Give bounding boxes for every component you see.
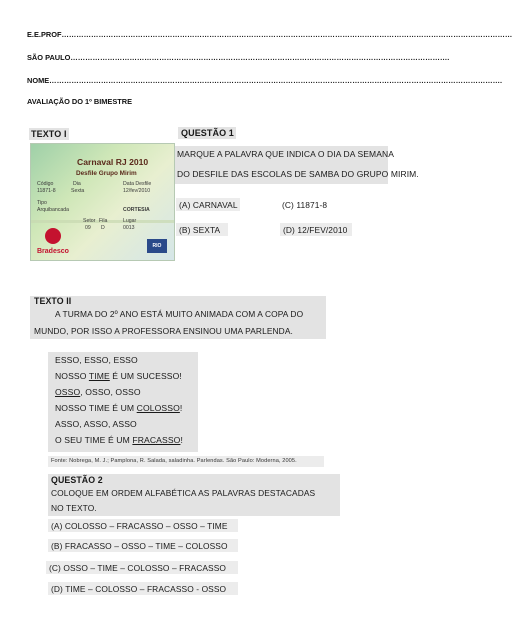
q2-option-c[interactable]: (C) OSSO – TIME – COLOSSO – FRACASSO [49, 563, 227, 573]
bradesco-logo-icon [45, 228, 61, 244]
poem-line: ESSO, ESSO, ESSO [55, 355, 138, 365]
poem-line: OSSO, OSSO, OSSO [55, 387, 141, 397]
questao1-line2: DO DESFILE DAS ESCOLAS DE SAMBA DO GRUPO MIRIM. [177, 169, 419, 179]
ticket-cortesia: CORTESIA [123, 207, 150, 213]
q1-option-c[interactable]: (C) 11871-8 [282, 200, 328, 210]
poem-line: ASSO, ASSO, ASSO [55, 419, 137, 429]
questao2-label: QUESTÃO 2 [51, 475, 103, 485]
poem-line: O SEU TIME É UM FRACASSO! [55, 435, 183, 445]
ticket-fila-value: D [101, 225, 105, 231]
q1-option-b[interactable]: (B) SEXTA [179, 225, 221, 235]
ticket-lugar-value: 0013 [123, 225, 135, 231]
ticket-subtitle: Desfile Grupo Mirim [76, 170, 137, 177]
ticket-type-value: Arquibancada [37, 207, 70, 213]
ticket-type-label: Tipo [37, 200, 47, 206]
questao1-line1: MARQUE A PALAVRA QUE INDICA O DIA DA SEMANA [177, 149, 395, 159]
header-school-line: E.E.PROF………………………………………………………………………………………………………………………………………………………………… [27, 30, 512, 39]
ticket-day-value: Sexta [71, 188, 85, 194]
ticket-fila-label: Fila [99, 218, 108, 224]
q1-option-a[interactable]: (A) CARNAVAL [179, 200, 238, 210]
poem-line: NOSSO TIME É UM SUCESSO! [55, 371, 182, 381]
ticket-code-value: 11871-8 [37, 188, 56, 194]
poem-line: NOSSO TIME É UM COLOSSO! [55, 403, 183, 413]
poem-source: Fonte: Nobrega, M. J.; Pamplona, R. Salada, saladinha. Parlendas. São Paulo: Moderna, 2005. [51, 458, 297, 464]
q2-option-a[interactable]: (A) COLOSSO – FRACASSO – OSSO – TIME [51, 521, 228, 531]
ticket-day-label: Dia [73, 181, 81, 187]
ticket-date-value: 12/fev/2010 [123, 188, 151, 194]
assessment-title: AVALIAÇÃO DO 1º BIMESTRE [27, 97, 133, 106]
ticket-sponsor: Bradesco [37, 248, 69, 255]
ticket-lugar-label: Lugar [123, 218, 137, 224]
texto2-intro-line1: A TURMA DO 2º ANO ESTÁ MUITO ANIMADA COM A COPA DO [55, 309, 304, 319]
header-name-line: NOME…………………………………………………………………………………………………………………………………………………………………. [27, 76, 503, 85]
q1-option-d[interactable]: (D) 12/FEV/2010 [283, 225, 348, 235]
texto2-intro-line2: MUNDO, POR ISSO A PROFESSORA ENSINOU UMA PARLENDA. [34, 326, 293, 336]
carnival-ticket-image [30, 143, 175, 261]
ticket-date-label: Data Desfile [123, 181, 152, 187]
q2-option-d[interactable]: (D) TIME – COLOSSO – FRACASSO - OSSO [51, 584, 227, 594]
highlight-word-osso: OSSO [55, 387, 81, 397]
ticket-code-label: Código [37, 181, 54, 187]
ticket-setor-value: 09 [85, 225, 91, 231]
questao2-line2: NO TEXTO. [51, 503, 97, 513]
questao1-label: QUESTÃO 1 [181, 128, 234, 138]
highlight-word-colosso: COLOSSO [136, 403, 180, 413]
header-city-line: SÃO PAULO………………………………………………………………………………………………………………………………………. [27, 53, 450, 62]
ticket-title: Carnaval RJ 2010 [77, 157, 149, 167]
q2-option-b[interactable]: (B) FRACASSO – OSSO – TIME – COLOSSO [51, 541, 228, 551]
ticket-setor-label: Setor [83, 218, 96, 224]
rio-badge: RIO [147, 239, 167, 253]
highlight-word-fracasso: FRACASSO [132, 435, 181, 445]
texto1-label: TEXTO I [31, 129, 67, 139]
highlight-word-time: TIME [88, 371, 110, 381]
texto2-label: TEXTO II [34, 296, 72, 306]
questao2-line1: COLOQUE EM ORDEM ALFABÉTICA AS PALAVRAS DESTACADAS [51, 488, 316, 498]
